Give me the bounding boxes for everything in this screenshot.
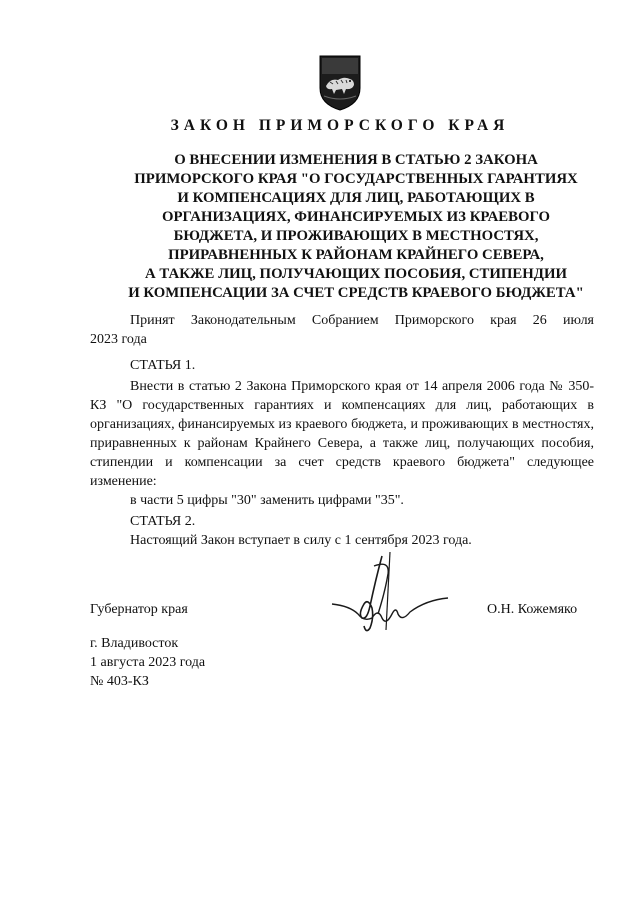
city: г. Владивосток: [90, 636, 179, 651]
signatory-name: О.Н. Кожемяко: [487, 602, 578, 617]
law-title-line: И КОМПЕНСАЦИЯХ ДЛЯ ЛИЦ, РАБОТАЮЩИХ В: [177, 190, 535, 206]
article-1-heading: СТАТЬЯ 1.: [130, 358, 196, 373]
law-number: № 403-КЗ: [90, 674, 149, 689]
signatory-position: Губернатор края: [90, 602, 188, 617]
law-title-line: ПРИРАВНЕННЫХ К РАЙОНАМ КРАЙНЕГО СЕВЕРА,: [168, 247, 544, 263]
adoption-line: 2023 года: [90, 332, 147, 347]
article-1-paragraph: Внести в статью 2 Закона Приморского края от 14 апреля 2006 года № 350-КЗ "О государственных гарантиях и компенсациях для лиц, работающих в организациях, финансируемых из краевого бюджета, и проживающих в местностях, приравненных к районам Крайнего Севера, а также лиц, получающих пособия, стипендии и компенсации за счет средств краевого бюджета" следующее изменение:: [90, 379, 594, 489]
signing-date: 1 августа 2023 года: [90, 655, 206, 670]
primorsky-krai-coat-of-arms-icon: [316, 52, 364, 112]
law-title: [108, 151, 604, 303]
article-2-heading: СТАТЬЯ 2.: [130, 514, 196, 529]
law-title-line: БЮДЖЕТА, И ПРОЖИВАЮЩИХ В МЕСТНОСТЯХ,: [173, 228, 539, 244]
law-title-line: О ВНЕСЕНИИ ИЗМЕНЕНИЯ В СТАТЬЮ 2 ЗАКОНА: [174, 152, 538, 168]
article-1-body: [90, 377, 594, 510]
handwritten-signature-icon: [330, 548, 460, 643]
place-and-date: [90, 634, 205, 691]
adoption-line: Принят Законодательным Собранием Приморского края 26 июля: [130, 313, 594, 328]
adoption-statement: [90, 311, 594, 349]
article-1-paragraph: в части 5 цифры "30" заменить цифрами "35".: [130, 493, 404, 508]
article-2-paragraph: Настоящий Закон вступает в силу с 1 сентября 2023 года.: [130, 533, 472, 548]
law-title-line: И КОМПЕНСАЦИИ ЗА СЧЕТ СРЕДСТВ КРАЕВОГО БЮДЖЕТА": [128, 285, 584, 301]
law-title-line: ПРИМОРСКОГО КРАЯ "О ГОСУДАРСТВЕННЫХ ГАРАНТИЯХ: [134, 171, 578, 187]
law-title-line: ОРГАНИЗАЦИЯХ, ФИНАНСИРУЕМЫХ ИЗ КРАЕВОГО: [161, 209, 551, 225]
law-title-line: А ТАКЖЕ ЛИЦ, ПОЛУЧАЮЩИХ ПОСОБИЯ, СТИПЕНДИИ: [144, 266, 567, 282]
law-type-heading: ЗАКОН ПРИМОРСКОГО КРАЯ: [170, 117, 510, 134]
